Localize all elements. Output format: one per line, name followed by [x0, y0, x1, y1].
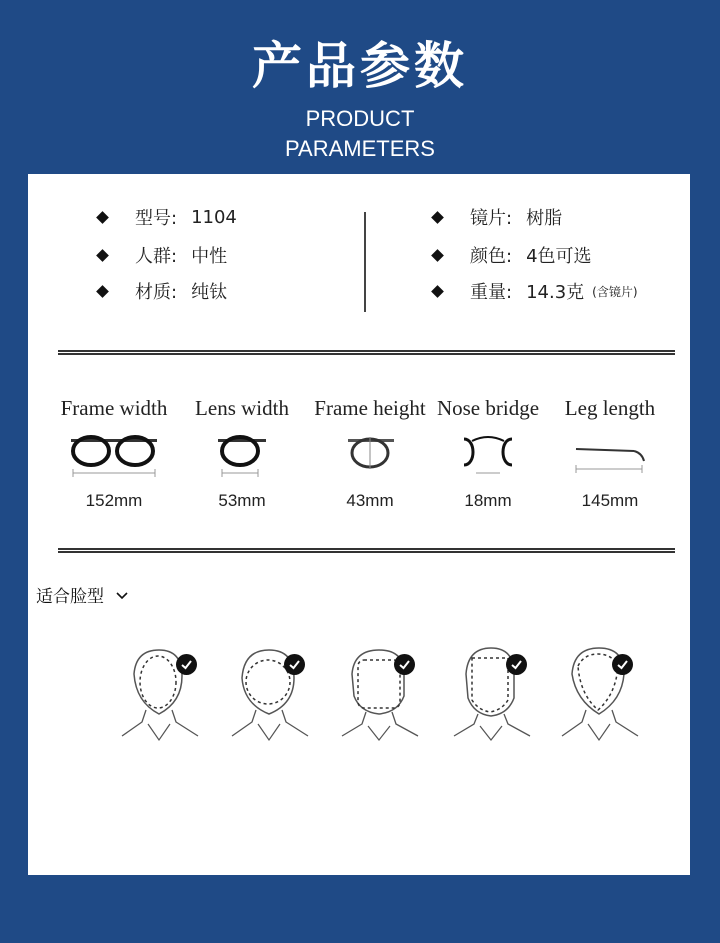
diamond-bullet-icon — [431, 285, 444, 298]
spec-note: (含镜片) — [592, 284, 638, 299]
spec-model — [98, 202, 237, 232]
spec-label: 重量: — [470, 282, 513, 303]
spec-label: 镜片: — [470, 208, 513, 229]
check-icon — [394, 654, 415, 675]
face-shape-title: 适合脸型 — [36, 587, 104, 607]
dim-value: 18mm — [464, 491, 512, 510]
diamond-bullet-icon — [96, 211, 109, 224]
dim-leg-length — [544, 396, 676, 511]
single-lens-icon — [176, 425, 308, 483]
glasses-front-icon — [48, 425, 180, 483]
double-divider-bottom — [58, 548, 675, 553]
diamond-bullet-icon — [431, 249, 444, 262]
vertical-divider — [364, 212, 366, 312]
check-icon — [612, 654, 633, 675]
spec-weight — [433, 276, 638, 306]
spec-lens — [433, 202, 562, 232]
page-title-cn: 产品参数 — [252, 37, 468, 95]
dim-value: 43mm — [346, 491, 394, 510]
spec-label: 人群: — [135, 246, 178, 267]
dim-label: Frame width — [60, 396, 168, 420]
nose-bridge-icon — [422, 425, 554, 483]
spec-value: 14.3克 — [526, 282, 585, 303]
dim-frame-height — [304, 396, 436, 511]
spec-value: 纯钛 — [191, 282, 228, 303]
double-divider-top — [58, 350, 675, 355]
spec-label: 型号: — [135, 208, 178, 229]
dim-label: Frame height — [314, 396, 426, 420]
page-title-en — [0, 104, 720, 164]
spec-label: 材质: — [135, 282, 178, 303]
parameters-panel — [28, 174, 690, 875]
title-en-line2: PARAMETERS — [285, 136, 435, 161]
spec-material — [98, 276, 227, 306]
lens-height-icon — [304, 425, 436, 483]
dim-label: Nose bridge — [436, 396, 540, 420]
diamond-bullet-icon — [96, 285, 109, 298]
spec-gender — [98, 240, 227, 270]
check-icon — [506, 654, 527, 675]
dim-label: Leg length — [564, 396, 656, 420]
spec-value: 1104 — [191, 206, 237, 228]
dim-label: Lens width — [195, 396, 289, 420]
face-shape-heading — [36, 582, 128, 607]
dim-lens-width — [176, 396, 308, 511]
check-icon — [284, 654, 305, 675]
spec-color — [433, 240, 592, 270]
dim-frame-width — [48, 396, 180, 511]
diamond-bullet-icon — [96, 249, 109, 262]
spec-value: 4色可选 — [526, 246, 592, 267]
check-icon — [176, 654, 197, 675]
dim-value: 53mm — [218, 491, 266, 510]
dim-value: 152mm — [85, 491, 143, 510]
dim-value: 145mm — [581, 491, 639, 510]
spec-label: 颜色: — [470, 246, 513, 267]
title-en-line1: PRODUCT — [305, 106, 415, 131]
dim-nose-bridge — [422, 396, 554, 511]
diamond-bullet-icon — [431, 211, 444, 224]
temple-arm-icon — [544, 425, 676, 483]
spec-value: 中性 — [191, 246, 228, 267]
chevron-down-icon — [116, 585, 128, 605]
spec-value: 树脂 — [526, 208, 563, 229]
